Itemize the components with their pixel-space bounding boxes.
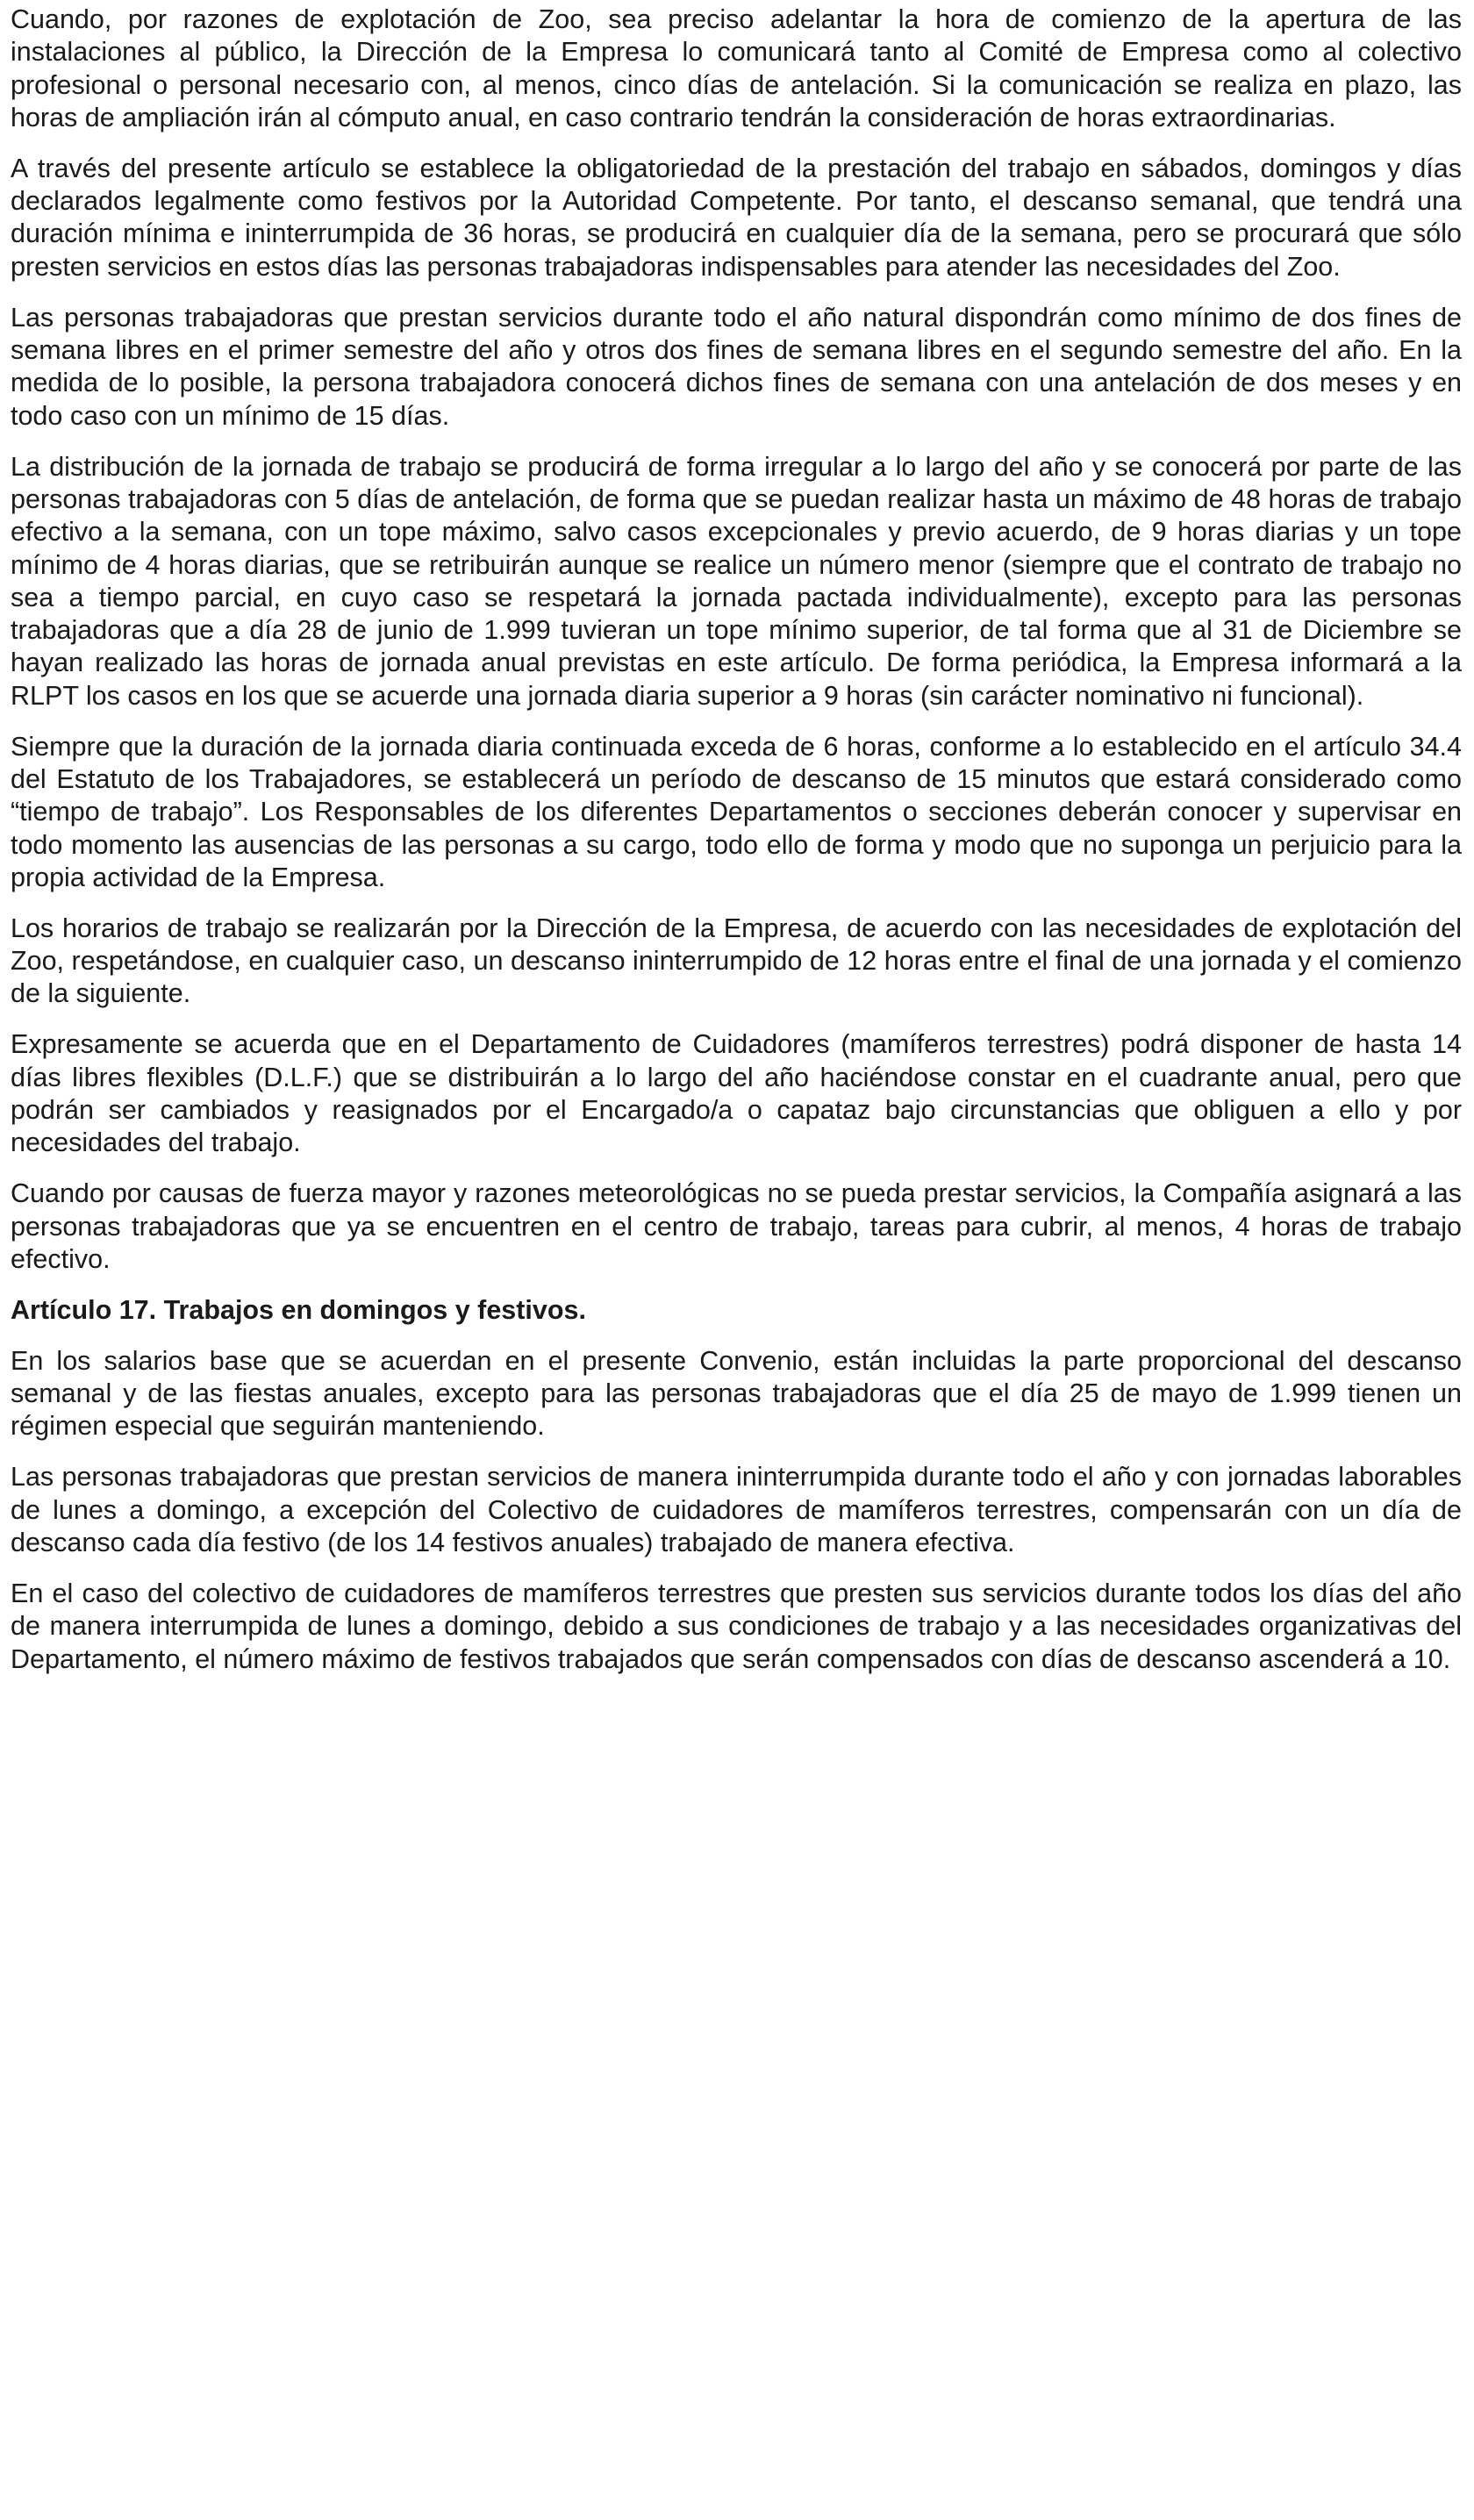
paragraph: Las personas trabajadoras que prestan servicios durante todo el año natural dispondrán como mínimo de dos fines de semana libres en el primer semestre del año y otros dos fines de semana libres en el segundo semestre del año. En la medida de lo posible, la persona trabajadora conocerá dichos fines de semana con una antelación de dos meses y en todo caso con un mínimo de 15 días. [11, 302, 1462, 431]
article-heading: Artículo 17. Trabajos en domingos y festivos. [11, 1294, 586, 1325]
paragraph: Siempre que la duración de la jornada diaria continuada exceda de 6 horas, conforme a lo establecido en el artículo 34.4 del Estatuto de los Trabajadores, se establecerá un período de descanso de 15 minutos que estará considerado como “tiempo de trabajo”. Los Responsables de los diferentes Departamentos o secciones deberán conocer y supervisar en todo momento las ausencias de las personas a su cargo, todo ello de forma y modo que no suponga un perjuicio para la propia actividad de la Empresa. [11, 731, 1462, 892]
paragraph: En los salarios base que se acuerdan en el presente Convenio, están incluidas la parte proporcional del descanso semanal y de las fiestas anuales, excepto para las personas trabajadoras que el día 25 de mayo de 1.999 tienen un régimen especial que seguirán manteniendo. [11, 1345, 1462, 1442]
document-page [11, 4, 1462, 1694]
paragraph: En el caso del colectivo de cuidadores de mamíferos terrestres que presten sus servicios durante todos los días del año de manera interrumpida de lunes a domingo, debido a sus condiciones de trabajo y a las necesidades organizativas del Departamento, el número máximo de festivos trabajados que serán compensados con días de descanso ascenderá a 10. [11, 1579, 1462, 1674]
paragraph: La distribución de la jornada de trabajo se producirá de forma irregular a lo largo del año y se conocerá por parte de las personas trabajadoras con 5 días de antelación, de forma que se puedan realizar hasta un máximo de 48 horas de trabajo efectivo a la semana, con un tope máximo, salvo casos excepcionales y previo acuerdo, de 9 horas diarias y un tope mínimo de 4 horas diarias, que se retribuirán aunque se realice un número menor (siempre que el contrato de trabajo no sea a tiempo parcial, en cuyo caso se respetará la jornada pactada individualmente), excepto para las personas trabajadoras que a día 28 de junio de 1.999 tuvieran un tope mínimo superior, de tal forma que al 31 de Diciembre se hayan realizado las horas de jornada anual previstas en este artículo. De forma periódica, la Empresa informará a la RLPT los casos en los que se acuerde una jornada diaria superior a 9 horas (sin carácter nominativo ni funcional). [11, 451, 1462, 711]
paragraph: Los horarios de trabajo se realizarán por la Dirección de la Empresa, de acuerdo con las necesidades de explotación del Zoo, respetándose, en cualquier caso, un descanso ininterrumpido de 12 horas entre el final de una jornada y el comienzo de la siguiente. [11, 913, 1462, 1009]
paragraph: Cuando, por razones de explotación de Zoo, sea preciso adelantar la hora de comienzo de la apertura de las instalaciones al público, la Dirección de la Empresa lo comunicará tanto al Comité de Empresa como al colectivo profesional o personal necesario con, al menos, cinco días de antelación. Si la comunicación se realiza en plazo, las horas de ampliación irán al cómputo anual, en caso contrario tendrán la consideración de horas extraordinarias. [11, 4, 1462, 132]
paragraph: Las personas trabajadoras que prestan servicios de manera ininterrumpida durante todo el año y con jornadas laborables de lunes a domingo, a excepción del Colectivo de cuidadores de mamíferos terrestres, compensarán con un día de descanso cada día festivo (de los 14 festivos anuales) trabajado de manera efectiva. [11, 1462, 1462, 1558]
paragraph: A través del presente artículo se establece la obligatoriedad de la prestación del trabajo en sábados, domingos y días declarados legalmente como festivos por la Autoridad Competente. Por tanto, el descanso semanal, que tendrá una duración mínima e ininterrumpida de 36 horas, se producirá en cualquier día de la semana, pero se procurará que sólo presten servicios en estos días las personas trabajadoras indispensables para atender las necesidades del Zoo. [11, 153, 1462, 282]
paragraph: Expresamente se acuerda que en el Departamento de Cuidadores (mamíferos terrestres) podrá disponer de hasta 14 días libres flexibles (D.L.F.) que se distribuirán a lo largo del año haciéndose constar en el cuadrante anual, pero que podrán ser cambiados y reasignados por el Encargado/a o capataz bajo circunstancias que obliguen a ello y por necesidades del trabajo. [11, 1029, 1462, 1158]
paragraph: Cuando por causas de fuerza mayor y razones meteorológicas no se pueda prestar servicios, la Compañía asignará a las personas trabajadoras que ya se encuentren en el centro de trabajo, tareas para cubrir, al menos, 4 horas de trabajo efectivo. [11, 1178, 1462, 1274]
